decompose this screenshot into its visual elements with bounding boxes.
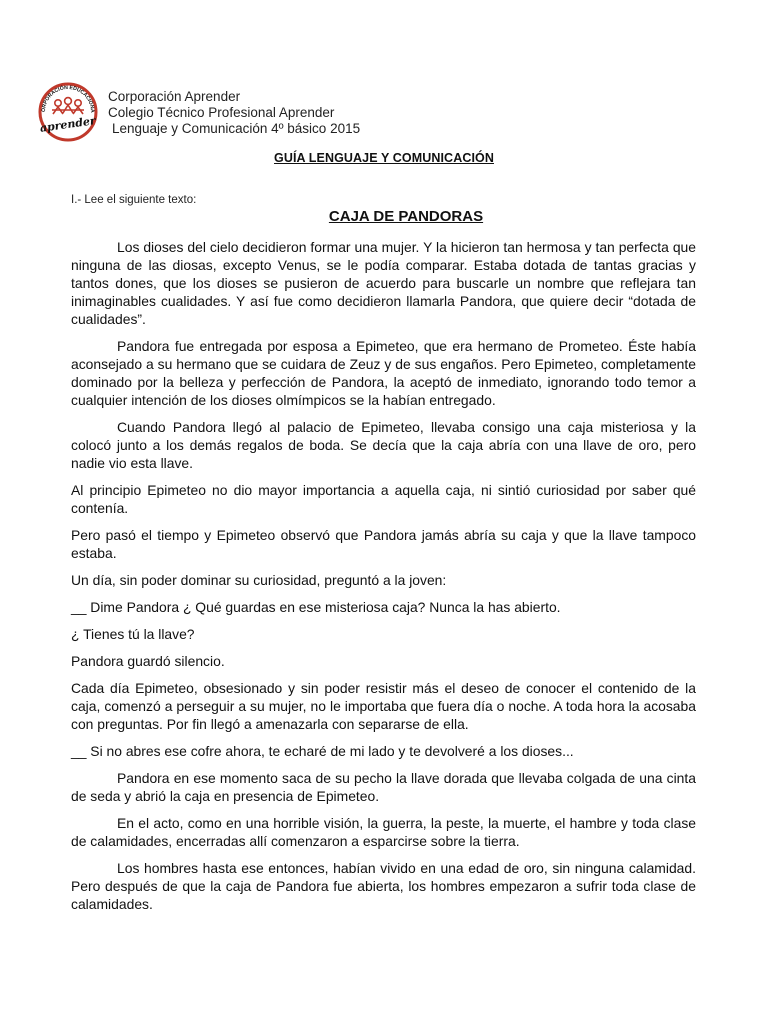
dialogue-line: __ Dime Pandora ¿ Qué guardas en ese misteriosa caja? Nunca la has abierto. <box>71 599 561 615</box>
paragraph: Un día, sin poder dominar su curiosidad, preguntó a la joven: <box>71 572 447 588</box>
paragraph: Al principio Epimeteo no dio mayor importancia a aquella caja, ni sintió curiosidad por saber qué contenía. <box>71 482 696 516</box>
paragraph: Pandora en ese momento saca de su pecho la llave dorada que llevaba colgada de una cinta de seda y abrió la caja en presencia de Epimeteo. <box>71 770 696 804</box>
paragraph: Cuando Pandora llegó al palacio de Epimeteo, llevaba consigo una caja misteriosa y la colocó junto a los demás regalos de boda. Se decía que la caja abría con una llave de oro, pero nadie vio esta llave. <box>71 419 696 471</box>
paragraph: En el acto, como en una horrible visión, la guerra, la peste, la muerte, el hambre y toda clase de calamidades, encerradas allí comenzaron a esparcirse sobre la tierra. <box>71 815 696 849</box>
story-title: CAJA DE PANDORAS <box>328 208 484 225</box>
instruction-text: I.- Lee el siguiente texto: <box>71 194 197 206</box>
course-line: Lenguaje y Comunicación 4º básico 2015 <box>112 121 361 136</box>
children-figures-icon <box>52 98 84 114</box>
paragraph: Pero pasó el tiempo y Epimeteo observó que Pandora jamás abría su caja y que la llave tampoco estaba. <box>71 527 696 561</box>
paragraph: Pandora fue entregada por esposa a Epimeteo, que era hermano de Prometeo. Éste había aconsejado a su hermano que se cuidara de Zeuz y de sus engaños. Pero Epimeteo, completamente dominado por la belleza y perfección de Pandora, la aceptó de inmediato, ignorando todo temor a cualquier intención de los dioses olmímpicos se la habían entregado. <box>71 338 696 408</box>
paragraph: Cada día Epimeteo, obsesionado y sin poder resistir más el deseo de conocer el contenido de la caja, comenzó a perseguir a su mujer, no le importaba que fuera día o noche. A toda hora la acosaba con preguntas. Por fin llegó a amenazarla con separarse de ella. <box>71 680 696 732</box>
dialogue-line: ¿ Tienes tú la llave? <box>71 626 195 642</box>
school-name: Colegio Técnico Profesional Aprender <box>108 105 335 120</box>
logo-arc-text: ORPORACIÓN EDUCACIONA <box>40 84 96 113</box>
paragraph: Los dioses del cielo decidieron formar una mujer. Y la hicieron tan hermosa y tan perfecta que ninguna de las diosas, excepto Venus, se le podía comparar. Estaba dotada de tantas gracias y tantos dones, que los dioses se pusieron de acuerdo para buscarle un nombre que reflejara tan inimaginables cualidades. Y así fue como decidieron llamarla Pandora, que quiere decir “dotada de cualidades”. <box>71 239 696 327</box>
guide-title: GUÍA LENGUAJE Y COMUNICACIÓN <box>274 151 494 165</box>
institution-header <box>108 89 360 137</box>
school-logo <box>36 78 100 142</box>
paragraph: Pandora guardó silencio. <box>71 653 225 669</box>
logo-wordmark: aprender <box>39 114 97 135</box>
paragraph: Los hombres hasta ese entonces, habían vivido en una edad de oro, sin ninguna calamidad. Pero después de que la caja de Pandora fue abierta, los hombres empezaron a sufrir toda clase de calamidades. <box>71 860 696 912</box>
dialogue-line: __ Si no abres ese cofre ahora, te echaré de mi lado y te devolveré a los dioses... <box>71 743 574 759</box>
story-body <box>71 238 696 922</box>
corporation-name: Corporación Aprender <box>108 89 241 104</box>
